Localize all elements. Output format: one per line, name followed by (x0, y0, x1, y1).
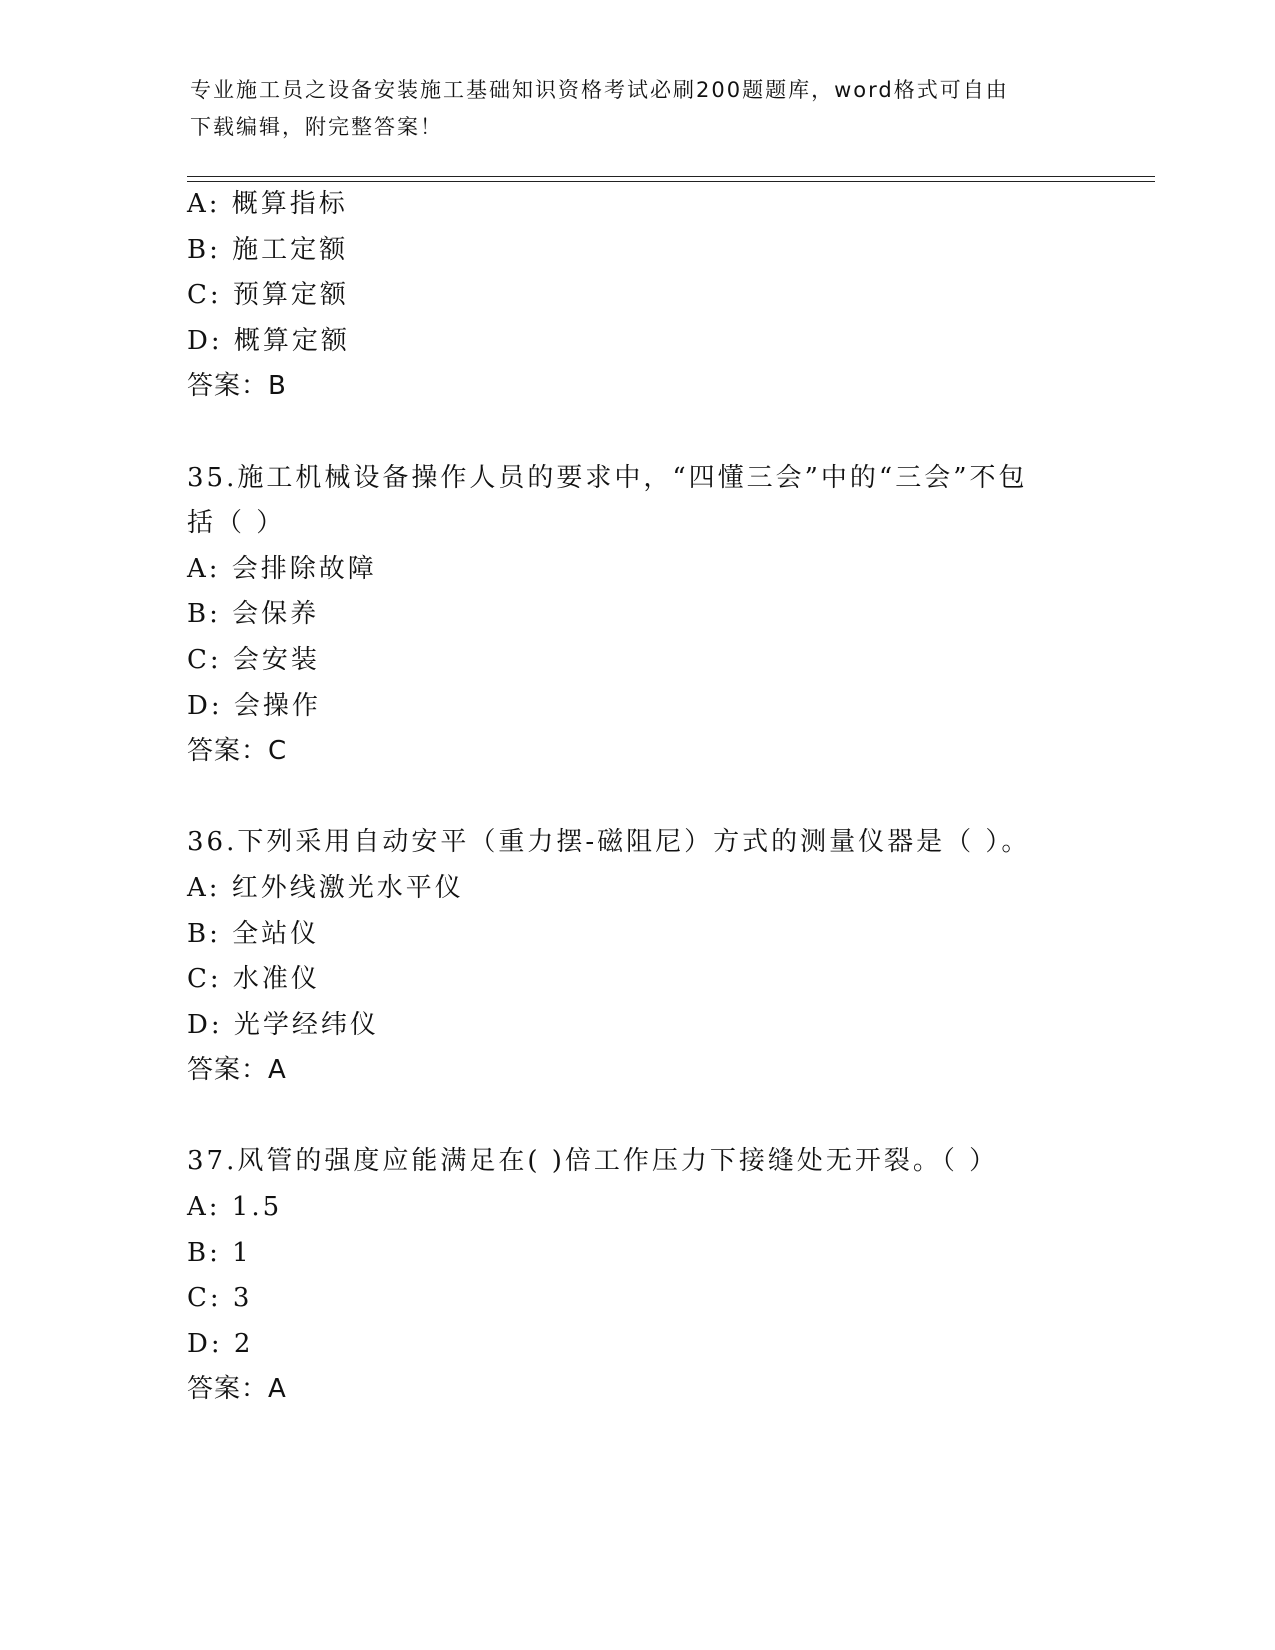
header-divider-top (187, 176, 1155, 177)
question-fragment (187, 182, 1087, 410)
question-stem: 括（ ） (187, 508, 286, 539)
answer: 答案：C (187, 736, 288, 767)
option-b: B: 1 (187, 1237, 252, 1268)
option-c: C: 会安装 (187, 644, 320, 675)
option-a: A: 概算指标 (187, 189, 348, 219)
question-list (187, 182, 1087, 1413)
option-d: D: 概算定额 (187, 325, 350, 356)
header-title-line-1: 专业施工员之设备安装施工基础知识资格考试必刷200题题库，word格式可自由 (190, 78, 1009, 102)
question-35 (187, 456, 1087, 775)
option-a: A: 1.5 (187, 1192, 283, 1223)
question-37 (187, 1139, 1087, 1413)
option-b: B: 全站仪 (187, 918, 320, 949)
option-d: D: 会操作 (187, 690, 321, 721)
page-header (190, 72, 1070, 146)
header-title-line-2: 下载编辑，附完整答案！ (190, 115, 443, 139)
question-stem: 36.下列采用自动安平（重力摆-磁阻尼）方式的测量仪器是（ ）。 (187, 827, 1031, 858)
answer: 答案：B (187, 371, 287, 402)
question-36 (187, 820, 1087, 1094)
option-c: C: 水准仪 (187, 964, 320, 995)
question-stem: 35.施工机械设备操作人员的要求中，“四懂三会”中的“三会”不包 (187, 462, 1028, 493)
answer: 答案：A (187, 1374, 287, 1405)
option-a: A: 会排除故障 (187, 553, 377, 584)
option-b: B: 会保养 (187, 599, 320, 630)
answer: 答案：A (187, 1055, 287, 1086)
option-d: D: 光学经纬仪 (187, 1009, 379, 1040)
option-d: D: 2 (187, 1328, 254, 1359)
question-stem: 37.风管的强度应能满足在( )倍工作压力下接缝处无开裂。（ ） (187, 1146, 999, 1177)
option-c: C: 预算定额 (187, 280, 349, 311)
option-a: A: 红外线激光水平仪 (187, 872, 464, 903)
option-c: C: 3 (187, 1283, 253, 1314)
option-b: B: 施工定额 (187, 234, 349, 265)
